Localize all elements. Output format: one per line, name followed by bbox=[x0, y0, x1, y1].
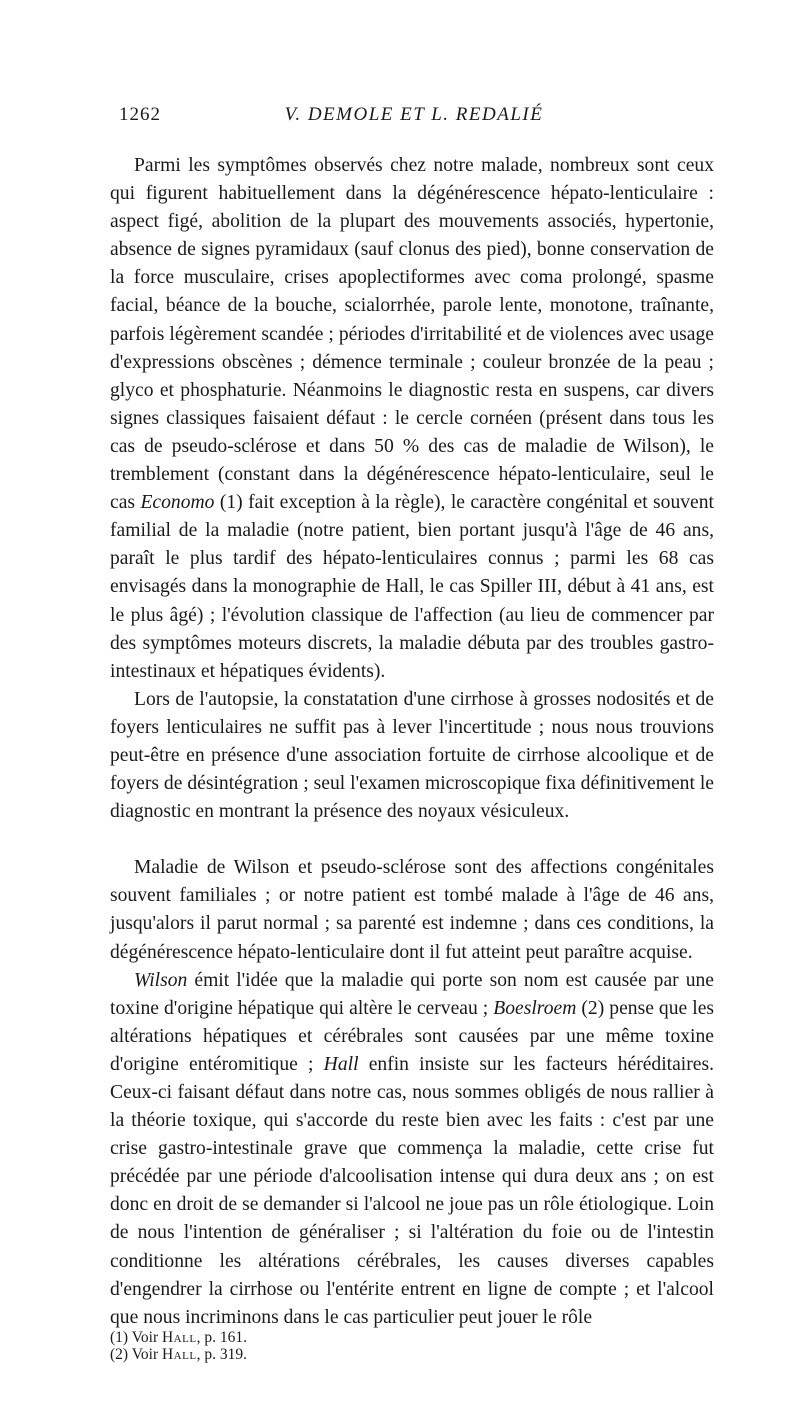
author-boeslroem: Boeslroem bbox=[493, 997, 577, 1019]
author-wilson: Wilson bbox=[134, 969, 188, 991]
paragraph-toxic-theory: Wilson émit l'idée que la maladie qui porte son nom est causée par une toxine d'origine hépatique qui altère le cerveau ; Boeslroem (2) pense que les altérations hépatiques et cérébrales sont causées par une même toxine d'origine entéromitique ; Hall enfin insiste sur les facteurs héréditaires. Ceux-ci faisant défaut dans notre cas, nous sommes obligés de nous rallier à la théorie toxique, qui s'accorde du reste bien avec les faits : c'est par une crise gastro-intestinale grave que commença la maladie, cette crise fut précédée par une période d'alcoolisation intense qui dura deux ans ; on est donc en droit de se demander si l'alcool ne joue pas un rôle étiologique. Loin de nous l'intention de généraliser ; si l'altération du foie ou de l'intestin conditionne les altérations cérébrales, les causes diverses capables d'engendrer la cirrhose ou l'entérite entrent en ligne de compte ; et l'alcool que nous incriminons dans le cas particulier peut jouer le rôle bbox=[110, 969, 715, 1328]
paragraph-autopsy: Lors de l'autopsie, la constatation d'une cirrhose à grosses nodosités et de foyers lenticulaires ne suffit pas à lever l'incertitude ; nous nous trouvions peut-être en présence d'une association fortuite de cirrhose alcoolique et de foyers de désintégration ; seul l'examen microscopique fixa définitivement le diagnostic en montrant la présence des noyaux vésiculeux. bbox=[110, 688, 714, 823]
author-hall: Hall bbox=[323, 1053, 359, 1075]
paragraph-congenital: Maladie de Wilson et pseudo-sclérose sont des affections congénitales souvent familiales ; or notre patient est tombé malade à l'âge de 46 ans, jusqu'alors il parut normal ; sa parenté est indemne ; dans ces conditions, la dégénérescence hépato-lenticulaire dont il fut atteint peut paraître acquise. bbox=[110, 857, 714, 963]
page-header bbox=[119, 104, 709, 134]
running-head: V. DEMOLE ET L. REDALIÉ bbox=[284, 104, 544, 125]
author-economo: Economo bbox=[140, 492, 215, 514]
page-number: 1262 bbox=[119, 104, 161, 125]
article-body bbox=[110, 152, 714, 1332]
footnote-1: (1) Voir Hall, p. 161. bbox=[110, 1329, 247, 1346]
paragraph-symptoms: Parmi les symptômes observés chez notre malade, nombreux sont ceux qui figurent habituellement dans la dégénérescence hépato-lenticulaire : aspect figé, abolition de la plupart des mouvements associés, hypertonie, absence de signes pyramidaux (sauf clonus des pied), bonne conservation de la force musculaire, crises apoplectiformes avec coma prolongé, spasme facial, béance de la bouche, scialorrhée, parole lente, monotone, traînante, parfois légèrement scandée ; périodes d'irritabilité et de violences avec usage d'expressions obscènes ; démence terminale ; couleur bronzée de la peau ; glyco et phosphaturie. Néanmoins le diagnostic resta en suspens, car divers signes classiques faisaient défaut : le cercle cornéen (présent dans tous les cas de pseudo-sclérose et dans 50 % des cas de maladie de Wilson), le tremblement (constant dans la dégénérescence hépato-lenticulaire, seul le cas Economo (1) fait exception à la règle), le caractère congénital et souvent familial de la maladie (notre patient, bien portant jusqu'à l'âge de 46 ans, paraît le plus tardif des hépato-lenticulaires connus ; parmi les 68 cas envisagés dans la monographie de Hall, le cas Spiller III, début à 41 ans, est le plus âgé) ; l'évolution classique de l'affection (au lieu de commencer par des symptômes moteurs discrets, la maladie débuta par des troubles gastro-intestinaux et hépatiques évidents). bbox=[110, 155, 714, 682]
footnotes bbox=[110, 1329, 714, 1363]
footnote-2: (2) Voir Hall, p. 319. bbox=[110, 1346, 247, 1363]
